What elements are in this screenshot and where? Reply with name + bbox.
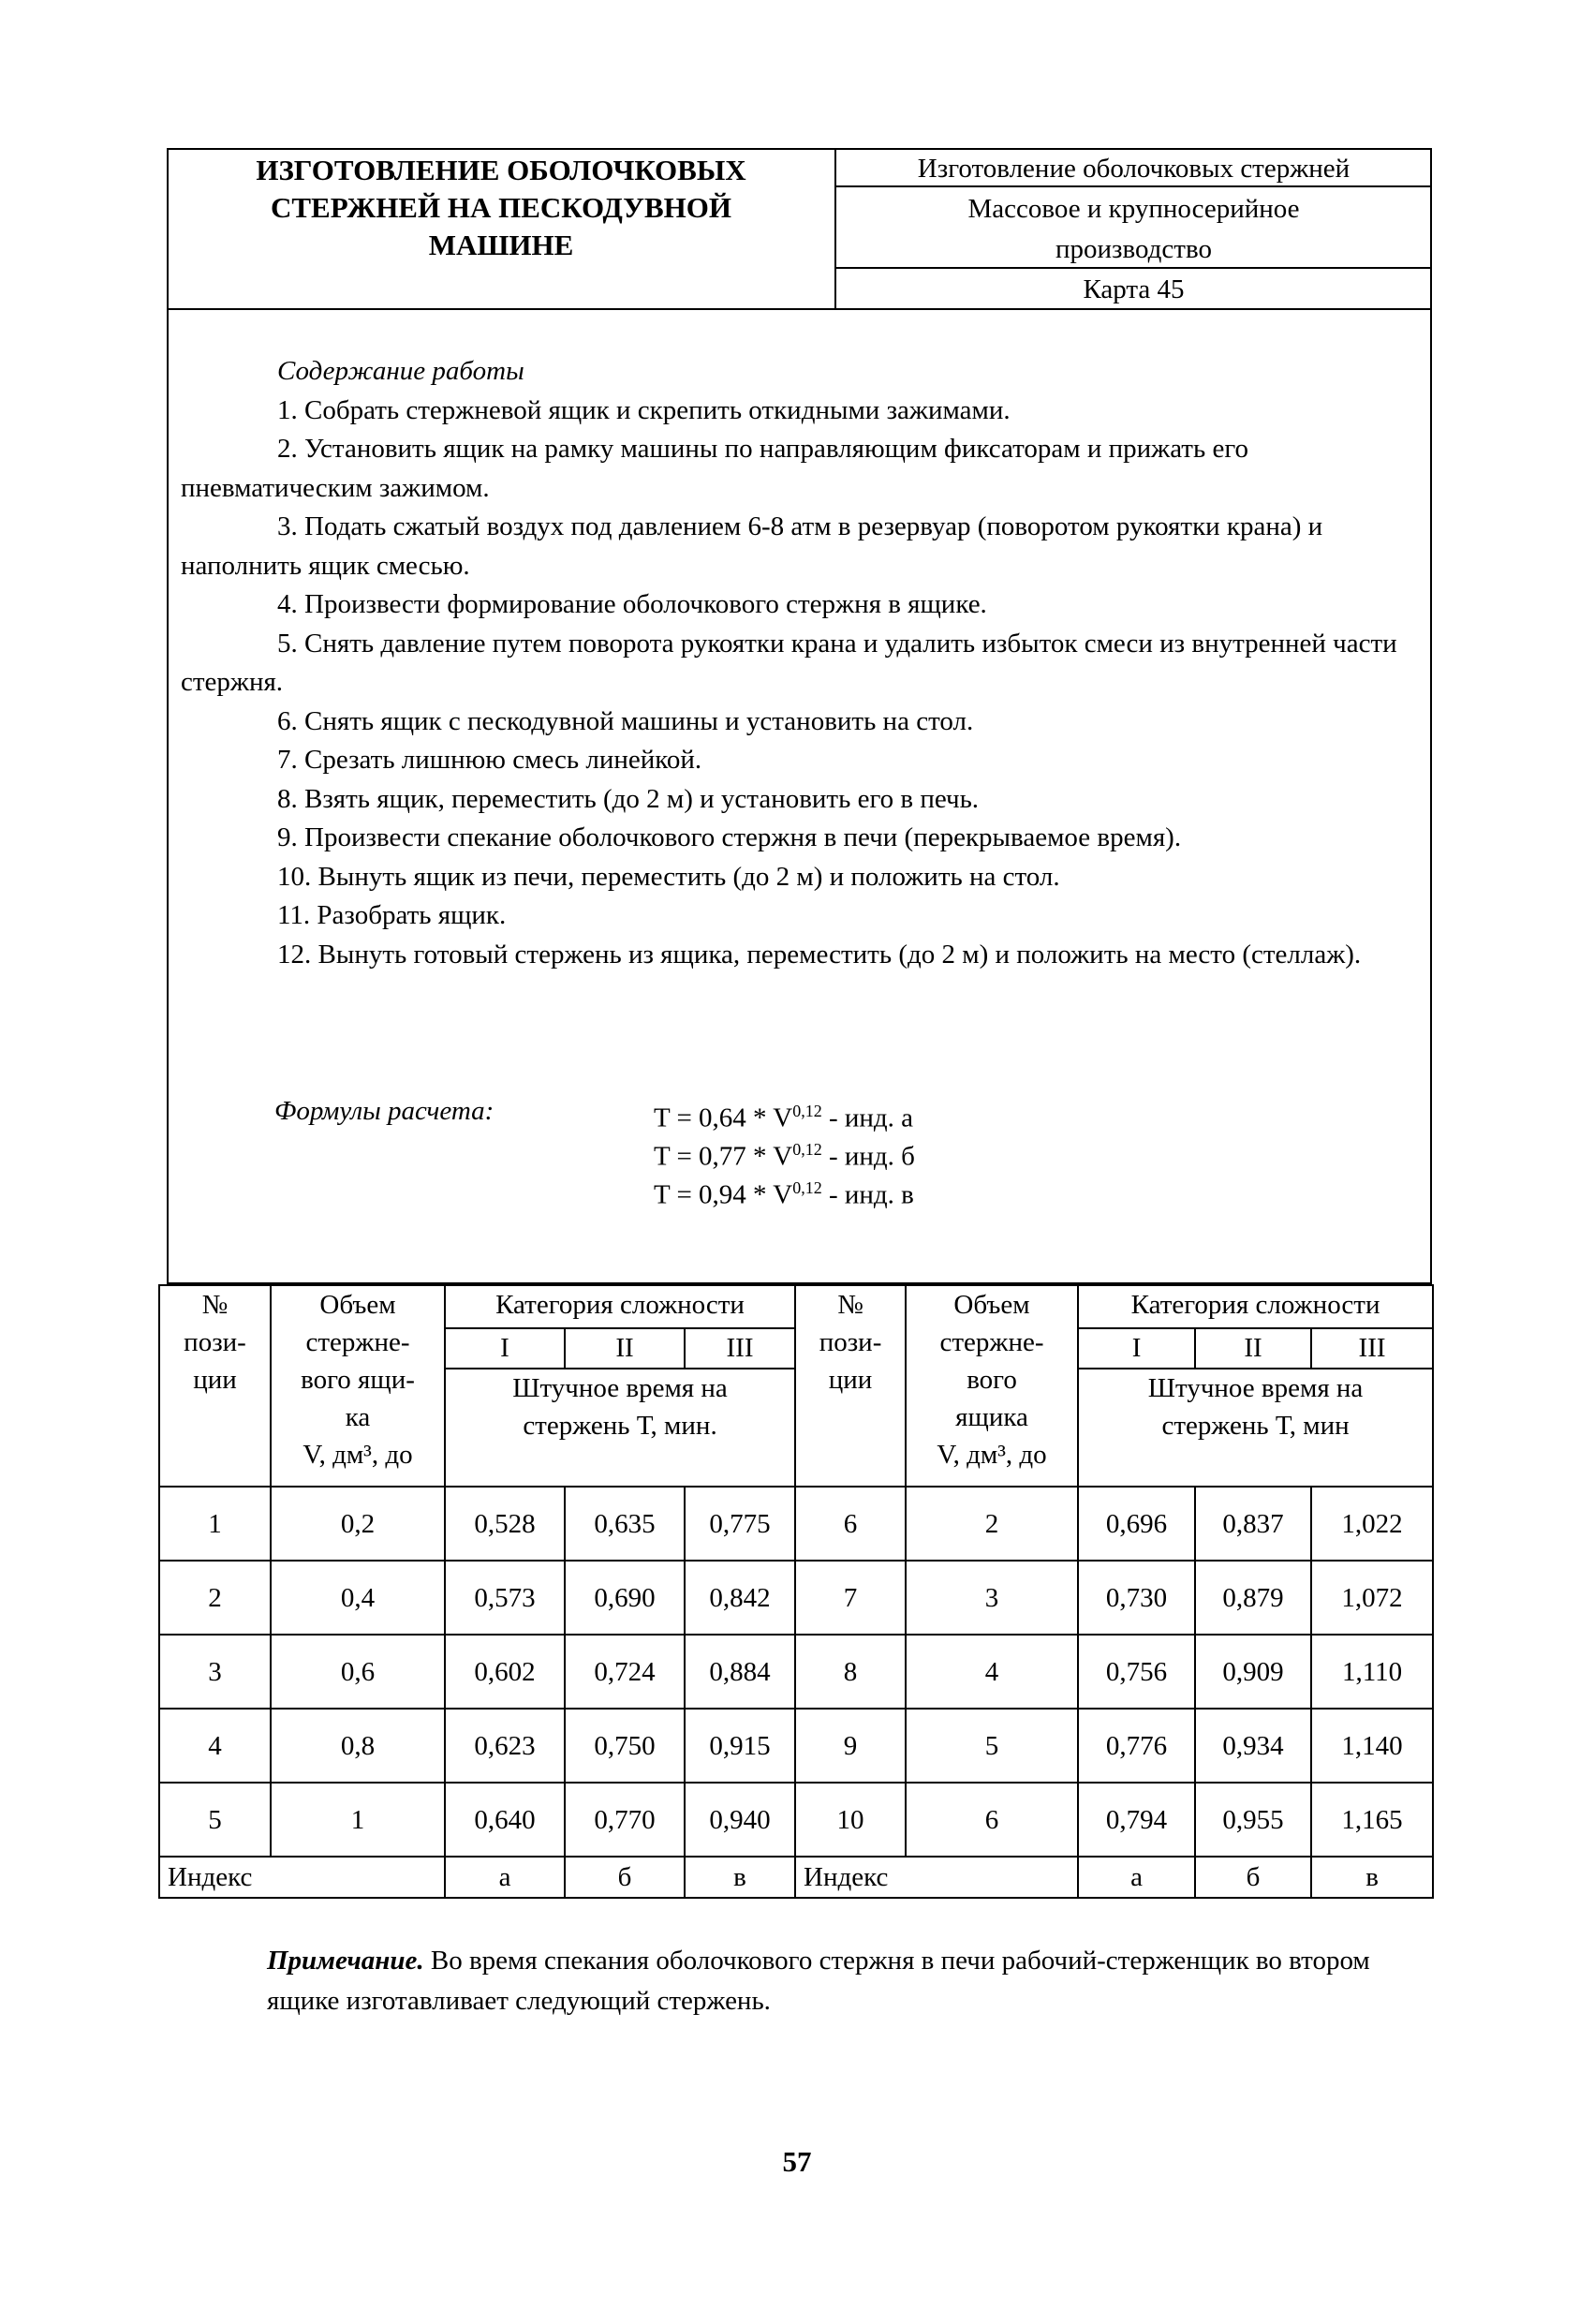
table-cell: 0,955	[1195, 1783, 1311, 1857]
index-value: в	[685, 1857, 795, 1898]
header-category: Категория сложности	[1078, 1285, 1433, 1328]
work-content-heading: Содержание работы	[277, 356, 524, 386]
table-cell: 0,879	[1195, 1561, 1311, 1635]
table-cell: 0,623	[445, 1709, 565, 1783]
table-cell: 9	[795, 1709, 906, 1783]
table-cell: 3	[159, 1635, 271, 1709]
table-cell: 0,934	[1195, 1709, 1311, 1783]
table-cell: 0,724	[565, 1635, 685, 1709]
header-category-3: III	[685, 1328, 795, 1369]
step: 8. Взять ящик, переместить (до 2 м) и установить его в печь.	[277, 783, 980, 814]
table-cell: 4	[906, 1635, 1078, 1709]
header-category: Категория сложности	[445, 1285, 795, 1328]
table-cell: 0,884	[685, 1635, 795, 1709]
table-cell: 0,770	[565, 1783, 685, 1857]
table-cell: 1,140	[1311, 1709, 1433, 1783]
step: 4. Произвести формирование оболочкового стержня в ящике.	[277, 589, 987, 619]
step: 9. Произвести спекание оболочкового стержня в печи (перекрываемое время).	[277, 822, 1182, 852]
header-divider	[167, 308, 1432, 310]
table-cell: 1,072	[1311, 1561, 1433, 1635]
index-value: б	[565, 1857, 685, 1898]
operation-name: Изготовление оболочковых стержней	[917, 154, 1350, 184]
table-cell: 0,8	[271, 1709, 445, 1783]
table-cell: 3	[906, 1561, 1078, 1635]
table-cell: 8	[795, 1635, 906, 1709]
table-row	[159, 1709, 1433, 1783]
index-value: в	[1311, 1857, 1433, 1898]
table-row	[159, 1561, 1433, 1635]
table-cell: 0,842	[685, 1561, 795, 1635]
page-number: 57	[782, 2145, 812, 2178]
header-position: № пози- ции	[795, 1285, 906, 1487]
table-cell: 0,573	[445, 1561, 565, 1635]
table-cell: 1,165	[1311, 1783, 1433, 1857]
table-cell: 1	[271, 1783, 445, 1857]
table-cell: 0,915	[685, 1709, 795, 1783]
table-cell: 0,909	[1195, 1635, 1311, 1709]
step: 12. Вынуть готовый стержень из ящика, переместить (до 2 м) и положить на место (стеллаж).	[277, 939, 1362, 970]
step: 7. Срезать лишнюю смесь линейкой.	[277, 745, 702, 775]
formula-index: - инд. а	[821, 1103, 914, 1133]
step: 2. Установить ящик на рамку машины по направляющим фиксаторам и прижать его пневматическим зажимом.	[181, 434, 1249, 503]
table-cell: 0,635	[565, 1487, 685, 1561]
table-cell: 0,2	[271, 1487, 445, 1561]
table-cell: 2	[159, 1561, 271, 1635]
formula-base: T = 0,77 * V	[654, 1141, 793, 1172]
step: 10. Вынуть ящик из печи, переместить (до 2 м) и положить на стол.	[277, 861, 1060, 892]
step: 11. Разобрать ящик.	[277, 900, 507, 930]
table-row	[159, 1487, 1433, 1561]
table-cell: 2	[906, 1487, 1078, 1561]
formula-base: T = 0,64 * V	[654, 1103, 793, 1133]
production-type-line1: Массовое и крупносерийное	[967, 194, 1300, 224]
formula-index: - инд. в	[821, 1179, 914, 1210]
header-volume: Объем стержне- вого ящи- ка V, дм³, до	[271, 1285, 445, 1487]
table-cell: 0,640	[445, 1783, 565, 1857]
table-cell: 0,750	[565, 1709, 685, 1783]
step: 5. Снять давление путем поворота рукоятки крана и удалить избыток смеси из внутренней части стержня.	[181, 628, 1397, 697]
header-position: № пози- ции	[159, 1285, 271, 1487]
note-text: Во время спекания оболочкового стержня в печи рабочий-стерженщик во втором ящике изготавливает следующий стержень.	[267, 1946, 1370, 2016]
table-cell: 0,730	[1078, 1561, 1195, 1635]
table-cell: 1,110	[1311, 1635, 1433, 1709]
header-time: Штучное время на стержень Т, мин.	[445, 1369, 795, 1487]
header-category-1: I	[1078, 1328, 1195, 1369]
formula-exponent: 0,12	[792, 1102, 822, 1120]
table-cell: 6	[795, 1487, 906, 1561]
index-label: Индекс	[795, 1857, 1078, 1898]
header-category-1: I	[445, 1328, 565, 1369]
table-cell: 5	[906, 1709, 1078, 1783]
header-category-2: II	[565, 1328, 685, 1369]
step: 3. Подать сжатый воздух под давлением 6-8 атм в резервуар (поворотом рукоятки крана) и наполнить ящик смесью.	[181, 511, 1323, 581]
table-cell: 0,690	[565, 1561, 685, 1635]
table-cell: 0,528	[445, 1487, 565, 1561]
formula-index: - инд. б	[821, 1141, 915, 1172]
table-cell: 0,940	[685, 1783, 795, 1857]
table-cell: 0,4	[271, 1561, 445, 1635]
step: 6. Снять ящик с пескодувной машины и установить на стол.	[277, 705, 974, 736]
table-cell: 1,022	[1311, 1487, 1433, 1561]
formula-base: T = 0,94 * V	[654, 1179, 793, 1210]
header-category-3: III	[1311, 1328, 1433, 1369]
table-cell: 0,776	[1078, 1709, 1195, 1783]
step: 1. Собрать стержневой ящик и скрепить откидными зажимами.	[277, 394, 1011, 425]
table-cell: 5	[159, 1783, 271, 1857]
table-cell: 0,602	[445, 1635, 565, 1709]
table-cell: 0,756	[1078, 1635, 1195, 1709]
note-lead: Примечание.	[267, 1946, 424, 1976]
table-cell: 6	[906, 1783, 1078, 1857]
table-cell: 0,696	[1078, 1487, 1195, 1561]
table-cell: 1	[159, 1487, 271, 1561]
formula-c	[654, 1169, 914, 1215]
header-time: Штучное время на стержень Т, мин	[1078, 1369, 1433, 1487]
index-value: а	[445, 1857, 565, 1898]
header-category-2: II	[1195, 1328, 1311, 1369]
table-cell: 0,837	[1195, 1487, 1311, 1561]
formulas-label: Формулы расчета:	[274, 1096, 494, 1126]
work-content	[181, 352, 1417, 974]
header-volume: Объем стержне- вого ящика V, дм³, до	[906, 1285, 1078, 1487]
production-type-line2: производство	[1055, 234, 1212, 264]
card-number: Карта 45	[1083, 274, 1185, 304]
note	[267, 1941, 1428, 2021]
table-cell: 7	[795, 1561, 906, 1635]
norms-table	[158, 1284, 1434, 1899]
card-title: ИЗГОТОВЛЕНИЕ ОБОЛОЧКОВЫХ СТЕРЖНЕЙ НА ПЕСКОДУВНОЙ МАШИНЕ	[256, 154, 746, 261]
index-row	[159, 1857, 1433, 1898]
table-row	[159, 1783, 1433, 1857]
index-value: а	[1078, 1857, 1195, 1898]
table-cell: 10	[795, 1783, 906, 1857]
table-row	[159, 1635, 1433, 1709]
table-cell: 0,794	[1078, 1783, 1195, 1857]
index-label: Индекс	[159, 1857, 445, 1898]
table-cell: 0,775	[685, 1487, 795, 1561]
table-cell: 4	[159, 1709, 271, 1783]
formula-exponent: 0,12	[792, 1178, 822, 1197]
index-value: б	[1195, 1857, 1311, 1898]
table-cell: 0,6	[271, 1635, 445, 1709]
formula-exponent: 0,12	[792, 1140, 822, 1159]
